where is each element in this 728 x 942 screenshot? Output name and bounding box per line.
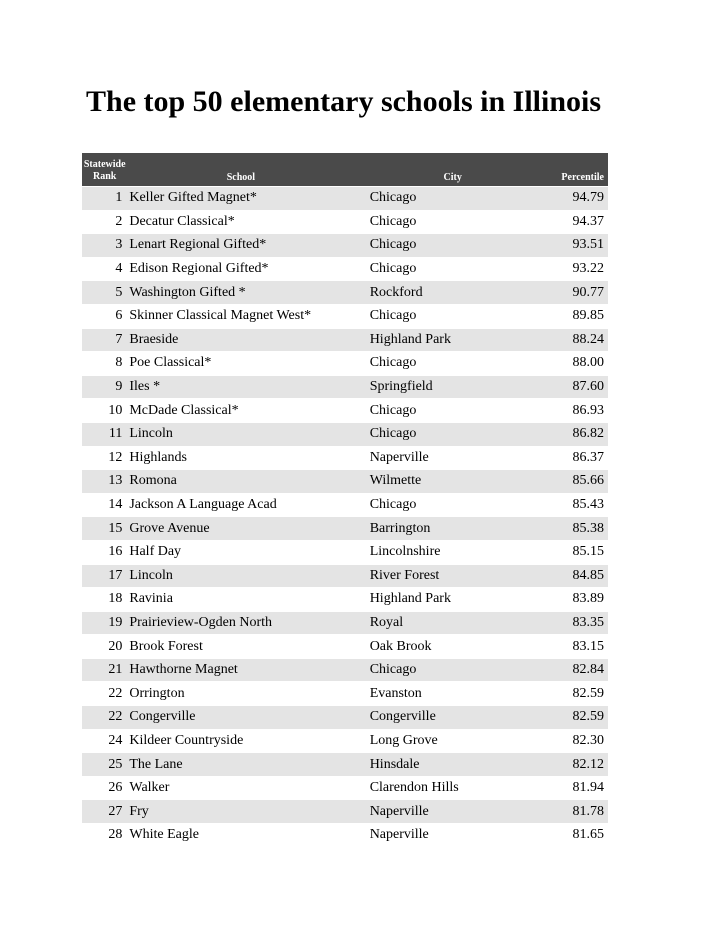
table-row <box>82 257 608 281</box>
cell-school: Kildeer Countryside <box>129 732 244 748</box>
cell-school: Lenart Regional Gifted* <box>129 237 267 253</box>
cell-percentile: 87.60 <box>572 379 604 395</box>
header-percentile: Percentile <box>561 172 604 183</box>
table-row <box>82 705 608 729</box>
cell-rank: 20 <box>108 638 123 654</box>
cell-percentile: 81.65 <box>572 827 604 843</box>
cell-city: Long Grove <box>369 732 438 748</box>
cell-rank: 14 <box>108 497 123 513</box>
cell-rank: 4 <box>115 261 123 277</box>
table-row <box>82 564 608 588</box>
cell-school: Edison Regional Gifted* <box>129 261 269 277</box>
header-rank-line2: Rank <box>93 171 117 182</box>
cell-percentile: 82.84 <box>572 662 604 678</box>
cell-school: Lincoln <box>129 426 173 442</box>
cell-city: Naperville <box>369 827 429 843</box>
cell-rank: 10 <box>108 402 123 418</box>
cell-percentile: 83.15 <box>572 638 604 654</box>
cell-city: Chicago <box>369 261 417 277</box>
cell-city: Hinsdale <box>369 756 420 772</box>
cell-percentile: 94.37 <box>572 213 604 229</box>
cell-percentile: 82.59 <box>572 685 604 701</box>
table-row <box>82 823 608 847</box>
cell-school: Grove Avenue <box>129 520 210 536</box>
cell-school: Iles * <box>129 379 161 395</box>
cell-school: Lincoln <box>129 567 173 583</box>
cell-city: Chicago <box>369 355 417 371</box>
table-row <box>82 776 608 800</box>
table-header <box>82 153 608 186</box>
cell-city: Chicago <box>369 402 417 418</box>
table-row <box>82 729 608 753</box>
cell-city: Royal <box>369 614 404 630</box>
cell-percentile: 86.93 <box>572 402 604 418</box>
table-row <box>82 233 608 257</box>
table-row <box>82 752 608 776</box>
cell-city: Chicago <box>369 497 417 513</box>
cell-rank: 15 <box>108 520 123 536</box>
cell-percentile: 82.59 <box>572 709 604 725</box>
cell-school: Romona <box>129 473 177 489</box>
cell-city: Naperville <box>369 803 429 819</box>
cell-school: Orrington <box>129 685 185 701</box>
cell-rank: 24 <box>108 732 123 748</box>
table-row <box>82 328 608 352</box>
cell-city: Chicago <box>369 190 417 206</box>
cell-school: Washington Gifted * <box>129 284 246 300</box>
table-row <box>82 658 608 682</box>
cell-city: Highland Park <box>369 331 451 347</box>
cell-city: Rockford <box>369 284 423 300</box>
table-row <box>82 681 608 705</box>
cell-school: Congerville <box>129 709 196 725</box>
cell-school: Half Day <box>129 544 182 560</box>
cell-city: Barrington <box>369 520 431 536</box>
cell-rank: 2 <box>115 213 123 229</box>
cell-school: The Lane <box>129 756 183 772</box>
table-row <box>82 375 608 399</box>
cell-city: Highland Park <box>369 591 451 607</box>
table-row <box>82 540 608 564</box>
cell-school: Brook Forest <box>129 638 203 654</box>
cell-city: Wilmette <box>369 473 422 489</box>
cell-rank: 11 <box>108 426 123 442</box>
cell-school: Highlands <box>129 449 187 465</box>
cell-rank: 22 <box>108 685 123 701</box>
schools-table <box>82 153 608 847</box>
cell-percentile: 85.15 <box>572 544 604 560</box>
cell-percentile: 93.51 <box>572 237 604 253</box>
cell-city: Clarendon Hills <box>369 780 459 796</box>
cell-rank: 1 <box>115 190 123 206</box>
table-row <box>82 186 608 210</box>
table-row <box>82 611 608 635</box>
header-rank <box>82 153 127 186</box>
cell-school: McDade Classical* <box>129 402 239 418</box>
cell-percentile: 89.85 <box>572 308 604 324</box>
cell-school: Decatur Classical* <box>129 213 235 229</box>
cell-percentile: 85.43 <box>572 497 604 513</box>
cell-percentile: 88.24 <box>572 331 604 347</box>
header-city: City <box>443 172 462 183</box>
cell-school: Braeside <box>129 331 179 347</box>
cell-percentile: 83.89 <box>572 591 604 607</box>
cell-rank: 18 <box>108 591 123 607</box>
cell-rank: 7 <box>115 331 123 347</box>
cell-rank: 21 <box>108 662 123 678</box>
table-row <box>82 493 608 517</box>
table-row <box>82 587 608 611</box>
cell-percentile: 90.77 <box>572 284 604 300</box>
cell-city: Springfield <box>369 379 433 395</box>
cell-school: Walker <box>129 780 170 796</box>
cell-school: Skinner Classical Magnet West* <box>129 308 312 324</box>
cell-percentile: 85.38 <box>572 520 604 536</box>
cell-rank: 27 <box>108 803 123 819</box>
cell-percentile: 82.30 <box>572 732 604 748</box>
cell-school: White Eagle <box>129 827 199 843</box>
table-row <box>82 398 608 422</box>
cell-rank: 17 <box>108 567 123 583</box>
cell-school: Jackson A Language Acad <box>129 497 277 513</box>
cell-percentile: 86.37 <box>572 449 604 465</box>
cell-rank: 22 <box>108 709 123 725</box>
cell-percentile: 81.78 <box>572 803 604 819</box>
cell-city: Oak Brook <box>369 638 432 654</box>
cell-city: Chicago <box>369 308 417 324</box>
cell-school: Ravinia <box>129 591 173 607</box>
cell-rank: 8 <box>115 355 123 371</box>
cell-school: Poe Classical* <box>129 355 212 371</box>
cell-rank: 25 <box>108 756 123 772</box>
cell-rank: 6 <box>115 308 123 324</box>
cell-rank: 3 <box>115 237 123 253</box>
cell-city: Chicago <box>369 237 417 253</box>
cell-percentile: 84.85 <box>572 567 604 583</box>
table-row <box>82 799 608 823</box>
table-row <box>82 351 608 375</box>
cell-school: Keller Gifted Magnet* <box>129 190 257 206</box>
cell-city: Chicago <box>369 662 417 678</box>
cell-rank: 13 <box>108 473 123 489</box>
cell-rank: 12 <box>108 449 123 465</box>
cell-percentile: 93.22 <box>572 261 604 277</box>
cell-rank: 16 <box>108 544 123 560</box>
cell-percentile: 83.35 <box>572 614 604 630</box>
header-school: School <box>226 172 256 183</box>
cell-rank: 26 <box>108 780 123 796</box>
cell-city: Congerville <box>369 709 436 725</box>
cell-percentile: 86.82 <box>572 426 604 442</box>
cell-school: Hawthorne Magnet <box>129 662 238 678</box>
table-row <box>82 469 608 493</box>
cell-rank: 5 <box>115 284 123 300</box>
cell-city: Naperville <box>369 449 429 465</box>
cell-rank: 9 <box>115 379 123 395</box>
table-body <box>82 186 608 847</box>
table-row <box>82 446 608 470</box>
header-rank-line1: Statewide <box>83 159 126 170</box>
cell-city: Chicago <box>369 213 417 229</box>
table-row <box>82 210 608 234</box>
table-row <box>82 304 608 328</box>
cell-city: Chicago <box>369 426 417 442</box>
cell-percentile: 81.94 <box>572 780 604 796</box>
table-row <box>82 280 608 304</box>
table-row <box>82 634 608 658</box>
cell-city: Lincolnshire <box>369 544 441 560</box>
cell-percentile: 82.12 <box>572 756 604 772</box>
cell-rank: 19 <box>108 614 123 630</box>
cell-percentile: 88.00 <box>572 355 604 371</box>
cell-percentile: 94.79 <box>572 190 604 206</box>
cell-rank: 28 <box>108 827 123 843</box>
cell-city: Evanston <box>369 685 422 701</box>
page-title: The top 50 elementary schools in Illinois <box>86 85 602 118</box>
cell-city: River Forest <box>369 567 440 583</box>
table-row <box>82 516 608 540</box>
table-row <box>82 422 608 446</box>
cell-percentile: 85.66 <box>572 473 604 489</box>
cell-school: Fry <box>129 803 149 819</box>
cell-school: Prairieview-Ogden North <box>129 614 273 630</box>
